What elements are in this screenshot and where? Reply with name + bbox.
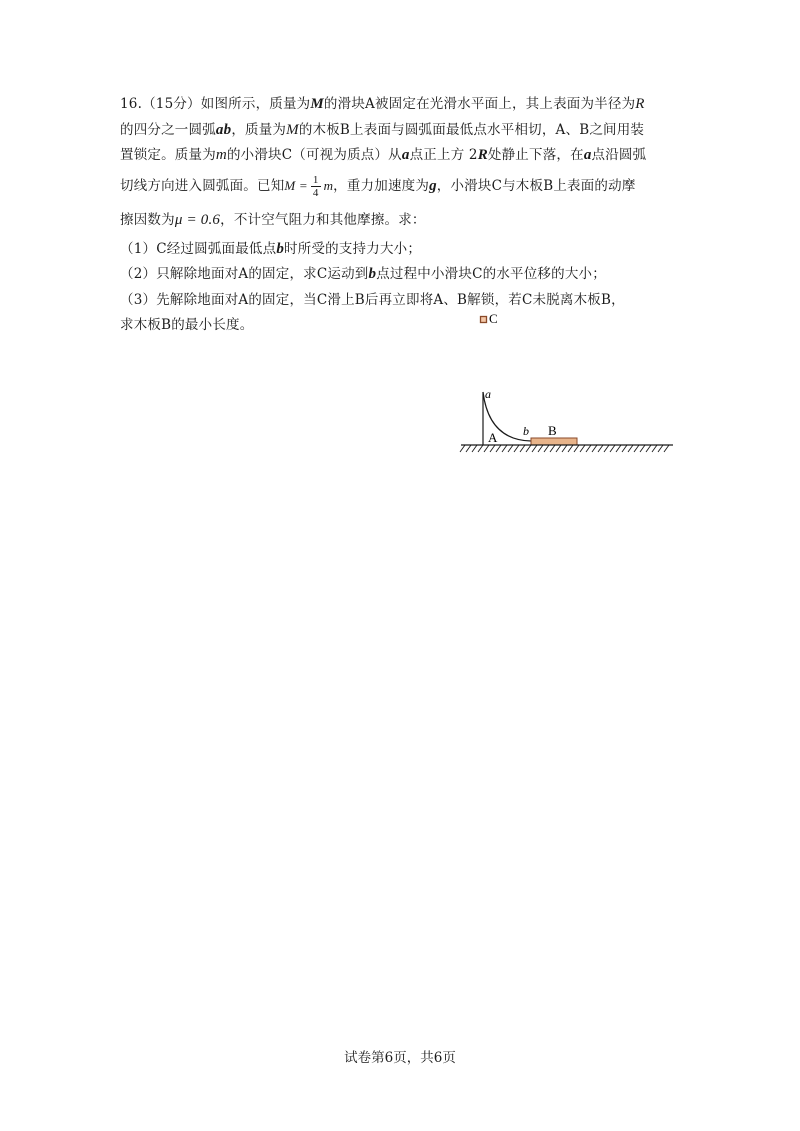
var-M: M <box>310 96 324 112</box>
text-run: 的四分之一圆弧 <box>120 121 216 138</box>
text-run: 点过程中小滑块C的水平位移的大小； <box>376 266 606 282</box>
text-run: ，重力加速度为 <box>333 177 430 194</box>
text-run: 置锁定。质量为 <box>120 147 216 163</box>
var-g: g <box>429 177 437 194</box>
var-ab: ab <box>215 121 232 138</box>
physics-diagram <box>455 308 685 468</box>
problem-line-2 <box>120 118 680 144</box>
text-run: 先解除地面对A的固定，当C滑上B后再立即将A、B解锁，若C未脱离木板B， <box>156 291 625 308</box>
text-run: 点正上方 2 <box>409 147 478 163</box>
board-b <box>531 438 577 445</box>
text-run: 的木板B上表面与圆弧面最低点水平相切，A、B之间用装 <box>298 121 645 138</box>
text-run: 的滑块A被固定在光滑水平面上，其上表面为半径为 <box>323 96 636 112</box>
formula-m: m <box>323 177 334 193</box>
text-run: C经过圆弧面最低点 <box>156 240 277 257</box>
question-2 <box>120 262 680 288</box>
question-1 <box>120 237 680 263</box>
label-B: B <box>548 423 557 438</box>
problem-number: 16. <box>120 96 143 112</box>
text-run: 的小滑块C（可视为质点）从 <box>226 147 402 163</box>
text-run: ，不计空气阻力和其他摩擦。求： <box>220 211 426 228</box>
var-b: b <box>276 240 285 257</box>
fraction-one-quarter <box>311 174 321 199</box>
var-a: a <box>401 147 410 163</box>
text-run: 擦因数为 <box>120 211 175 228</box>
problem-line-3 <box>120 143 680 169</box>
question-3-label: （3） <box>120 291 157 308</box>
problem-line-5 <box>120 203 680 237</box>
var-m: m <box>215 147 227 163</box>
label-b: b <box>523 424 529 438</box>
formula-mu: μ = 0.6 <box>174 211 221 228</box>
var-M-2: M <box>286 121 299 138</box>
label-A: A <box>488 430 498 445</box>
label-a: a <box>485 387 491 401</box>
problem-line-4 <box>120 169 680 203</box>
text-run: ，质量为 <box>231 121 287 138</box>
question-2-label: （2） <box>120 266 157 282</box>
label-c: C <box>489 311 498 326</box>
problem-line-1 <box>120 92 680 118</box>
text-run: 切线方向进入圆弧面。已知 <box>120 177 285 194</box>
text-run: 时所受的支持力大小； <box>284 240 422 257</box>
text-run: 如图所示，质量为 <box>200 96 311 112</box>
text-run: 处静止下落，在 <box>487 147 584 163</box>
problem-16 <box>120 92 680 339</box>
text-run: 点沿圆弧 <box>591 147 647 163</box>
small-block-c <box>481 317 487 323</box>
var-R: R <box>635 96 645 112</box>
formula-M-eq: M = <box>284 177 308 193</box>
text-run: ，小滑块C与木板B上表面的动摩 <box>436 177 636 194</box>
var-a-2: a <box>583 147 592 163</box>
var-R-2: R <box>477 147 488 163</box>
question-1-label: （1） <box>120 240 157 257</box>
fraction-denominator: 4 <box>312 186 319 199</box>
var-b-2: b <box>368 266 377 282</box>
fraction-numerator: 1 <box>312 173 319 186</box>
text-run: 求木板B的最小长度。 <box>120 317 254 333</box>
ground-hatching <box>460 445 669 452</box>
page-footer: 试卷第6页，共6页 <box>344 1050 456 1066</box>
problem-points: （15分） <box>142 96 201 112</box>
text-run: 只解除地面对A的固定，求C运动到 <box>156 266 369 282</box>
